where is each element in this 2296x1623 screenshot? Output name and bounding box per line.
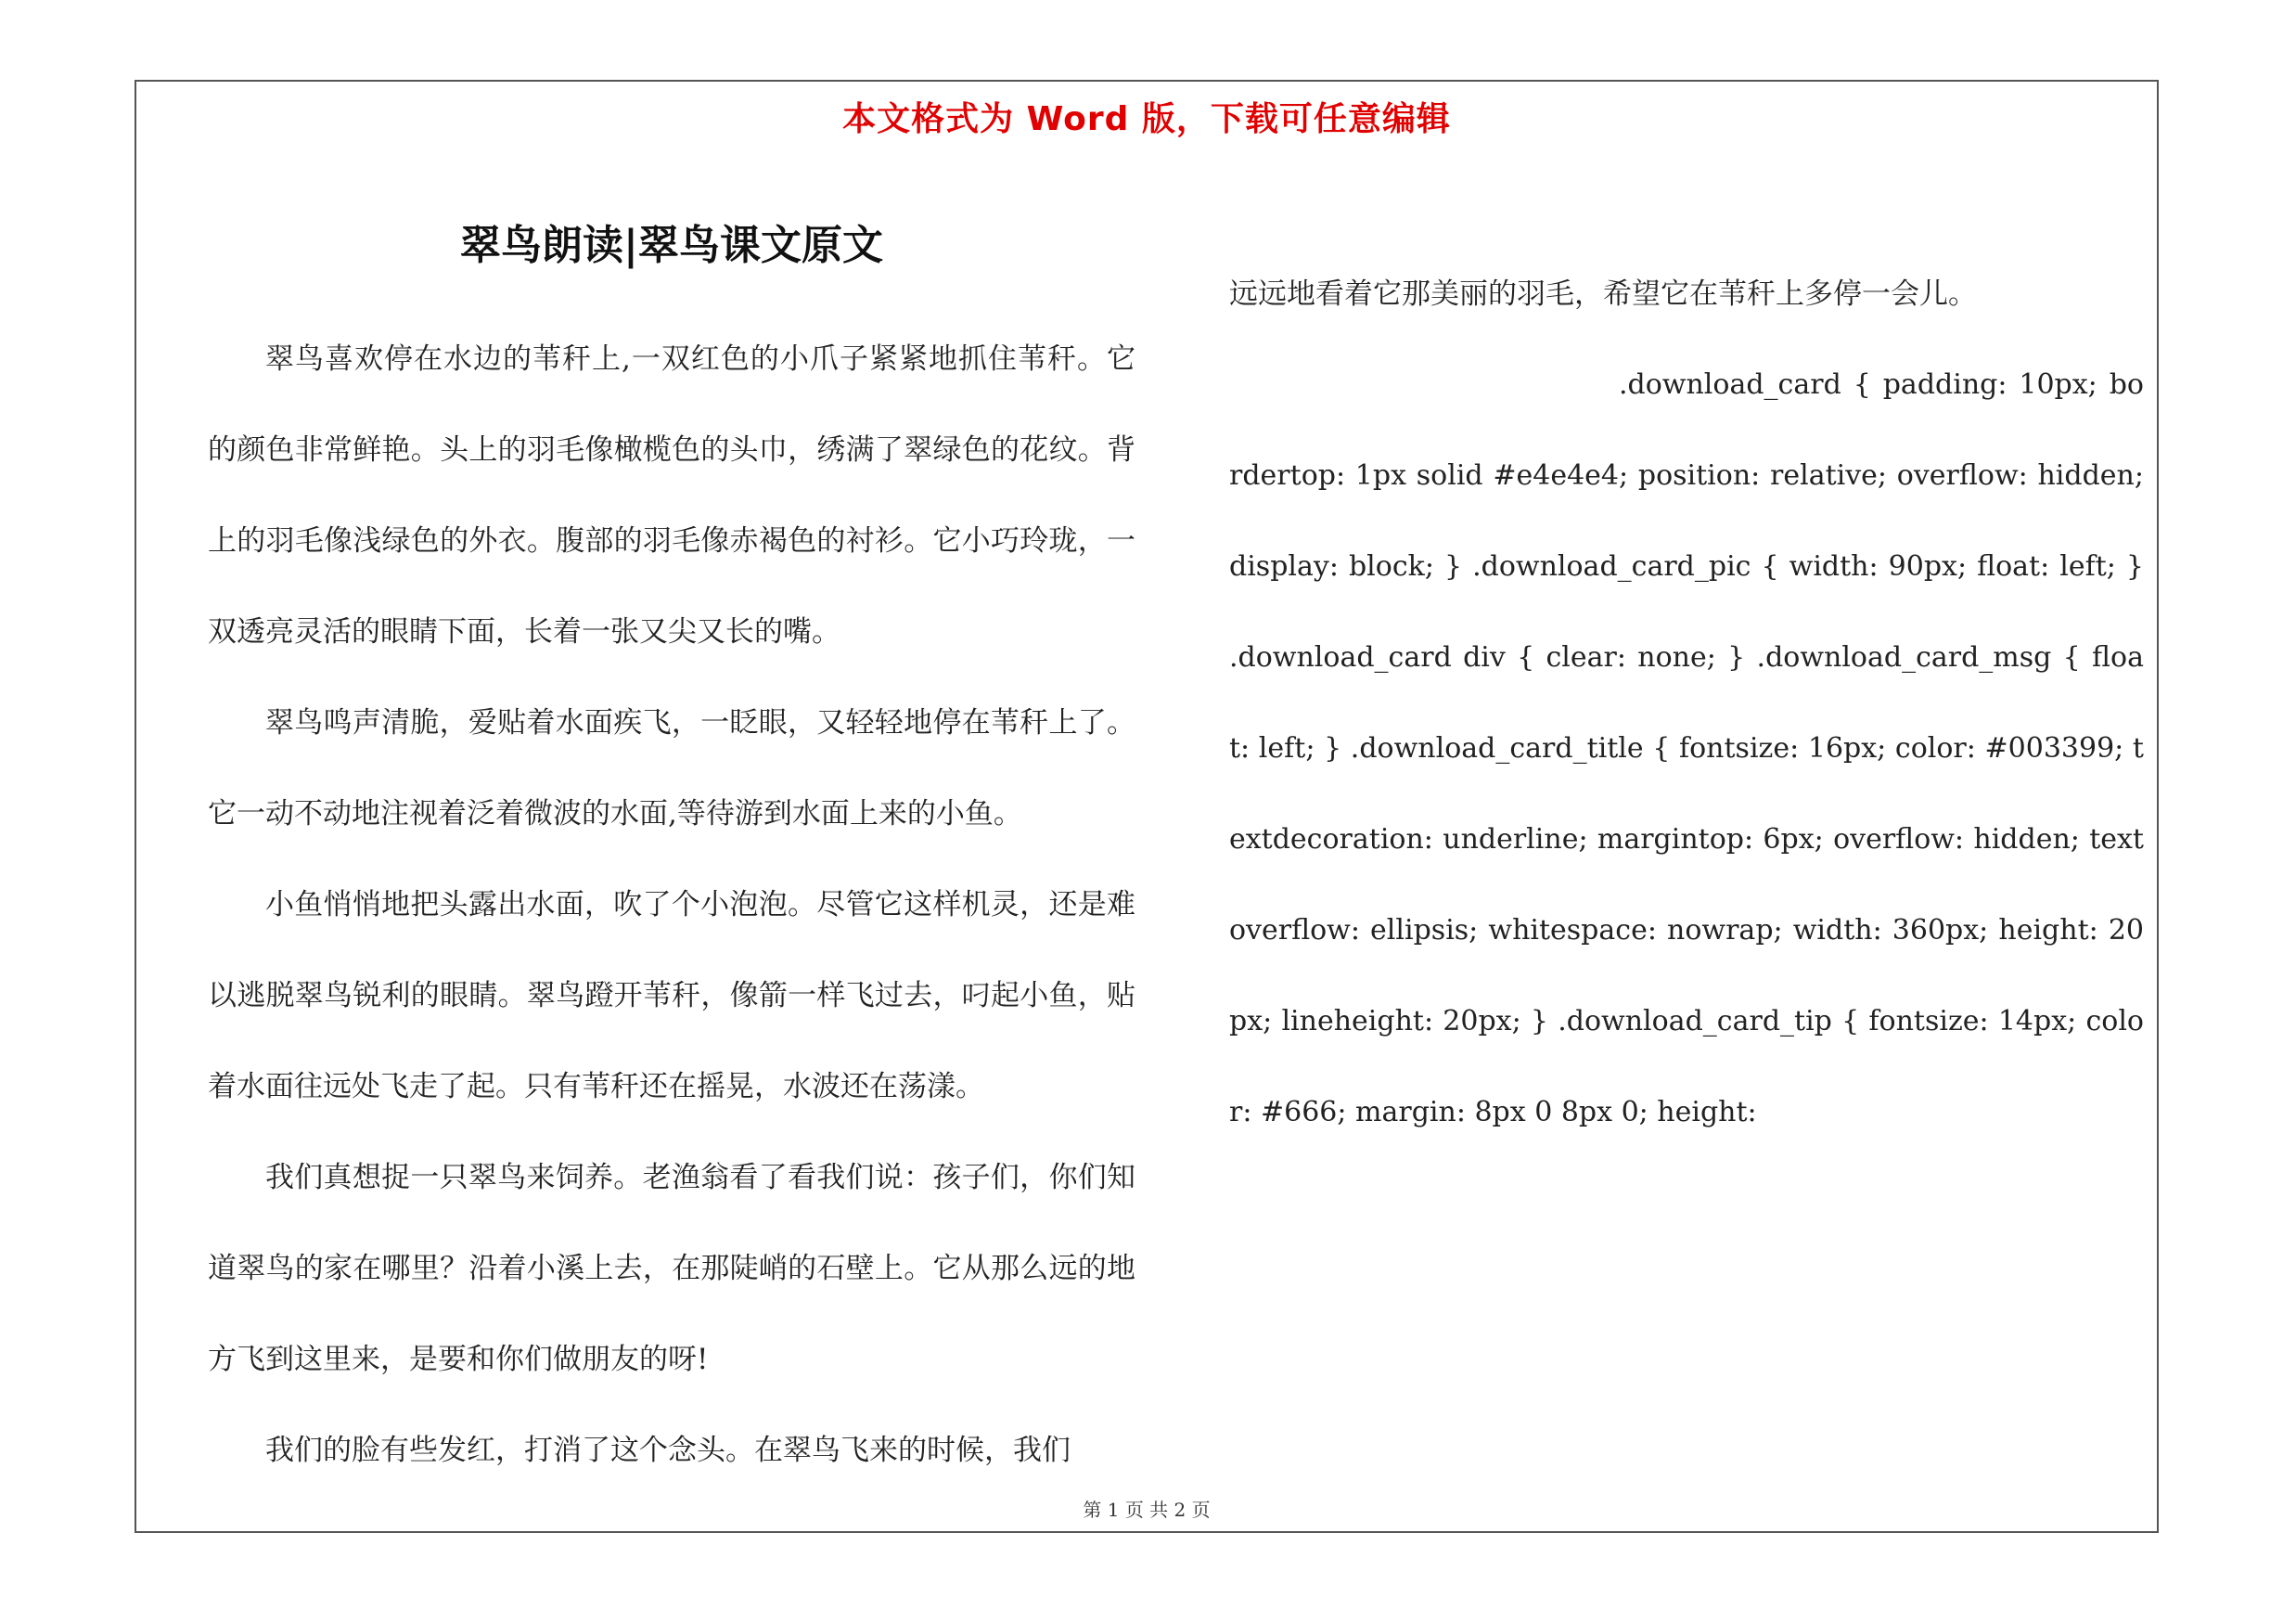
document-title: 翠鸟朗读|翠鸟课文原文 [459, 222, 883, 269]
paragraph: 翠鸟喜欢停在水边的苇秆上,一双红色的小爪子紧紧地抓住苇秆。它的颜色非常鲜艳。头上的羽毛像橄榄色的头巾，绣满了翠绿色的花纹。背上的羽毛像浅绿色的外衣。腹部的羽毛像赤褐色的衬衫。它小巧玲珑，一双透亮灵活的眼睛下面，长着一张又尖又长的嘴。 [208, 342, 1135, 649]
paragraph: 小鱼悄悄地把头露出水面，吹了个小泡泡。尽管它这样机灵，还是难以逃脱翠鸟锐利的眼睛。翠鸟蹬开苇秆，像箭一样飞过去，叼起小鱼，贴着水面往远处飞走了起。只有苇秆还在摇晃，水波还在荡漾。 [208, 888, 1135, 1103]
page-frame [135, 80, 2159, 1533]
page-number-footer: 第 1 页 共 2 页 [1083, 1499, 1211, 1521]
left-column [208, 204, 1135, 1496]
word-format-banner: 本文格式为 Word 版，下载可任意编辑 [842, 100, 1451, 138]
embedded-css-text: .download_card { padding: 10px; bordertop: 1px solid #e4e4e4; position: relative; overflow: hidden; display: block; } .download_card_pic { width: 90px; float: left; } .download_card div { clear: none; } .download_card_msg { float: left; } .download_card_title { fontsize: 16px; color: #003399; textdecoration: underline; margintop: 6px; overflow: hidden; textoverflow: ellipsis; whitespace: nowrap; width: 360px; height: 20px; lineheight: 20px; } .download_card_tip { fontsize: 14px; color: #666; margin: 8px 0 8px 0; height: [1229, 368, 2144, 1128]
paragraph: 翠鸟鸣声清脆，爱贴着水面疾飞，一眨眼，又轻轻地停在苇秆上了。它一动不动地注视着泛着微波的水面,等待游到水面上来的小鱼。 [208, 706, 1135, 831]
right-column [1229, 249, 2144, 1158]
paragraph-continuation: 远远地看着它那美丽的羽毛，希望它在苇秆上多停一会儿。 [1229, 277, 1977, 311]
paragraph: 我们真想捉一只翠鸟来饲养。老渔翁看了看我们说：孩子们，你们知道翠鸟的家在哪里？沿着小溪上去，在那陡峭的石壁上。它从那么远的地方飞到这里来，是要和你们做朋友的呀! [208, 1161, 1135, 1376]
paragraph: 我们的脸有些发红，打消了这个念头。在翠鸟飞来的时候，我们 [265, 1434, 1071, 1467]
